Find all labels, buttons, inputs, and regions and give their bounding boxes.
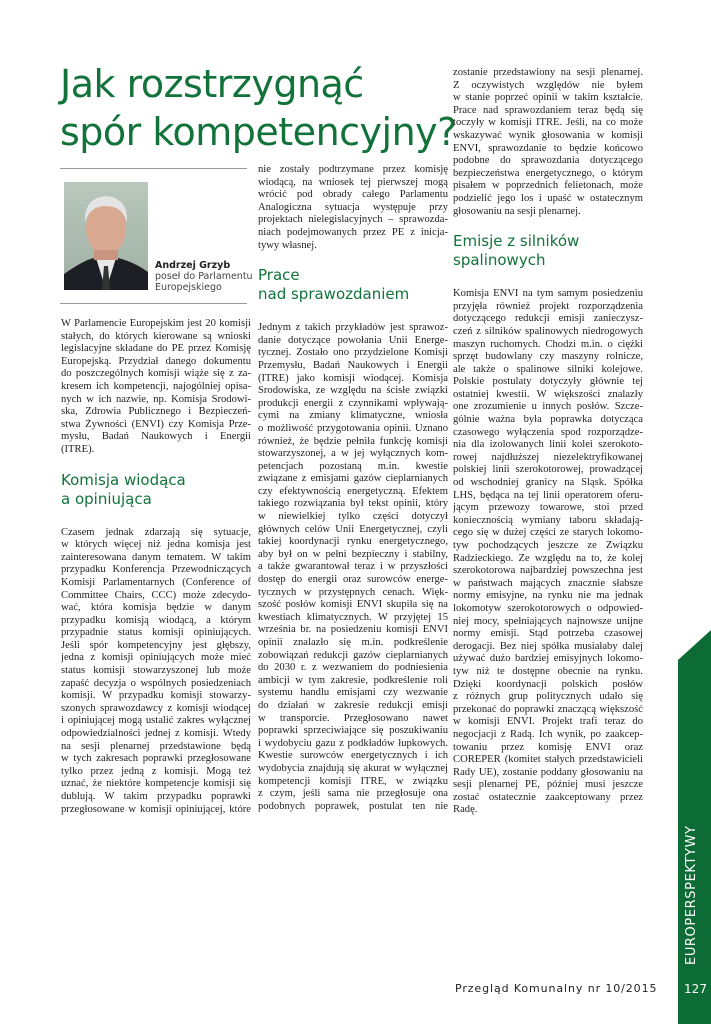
paragraph [61, 318, 251, 457]
text-line: towaniu przez komisję ENVI oraz [453, 741, 643, 753]
text-line: opinii znalazło się m.in. podkreślenie [258, 637, 448, 648]
text-line: produkcji energii z czynnikami wpływają- [258, 397, 448, 409]
divider [60, 303, 247, 304]
text-line: w transporcie. Przegłosowano nawet [258, 712, 448, 724]
text-line: na sesji plenarnej przedstawione będą [61, 740, 251, 752]
text-line: Committee Chairs, CCC) może zdecydo- [61, 589, 251, 601]
text-line: dublują. W takim przypadku poprawki [61, 791, 251, 802]
text-line: petencjach pozostaną m.in. kwestie [258, 460, 448, 472]
text-line: dostęp do energii oraz surowców energe- [258, 574, 448, 586]
section-tab-label: EUROPERSPEKTYWY [684, 825, 699, 965]
text-line: podobne do sprawozdania dotyczącego [453, 155, 643, 167]
text-line: mysłu, Badań Naukowych i Energii [61, 431, 251, 443]
text-line: tycznych w przystępnych cenach. Więk- [258, 586, 448, 598]
text-line: COREPER (komitet stałych przedstawicieli [453, 754, 643, 766]
text-line: w niewielkiej tylko części dotyczył [258, 511, 448, 523]
text-line: zostać ostatecznie zaakceptowany przez [453, 791, 643, 803]
text-line: bezpieczeństwa energetycznego, o którym [453, 167, 643, 179]
heading-line: a opiniująca [61, 489, 152, 508]
text-line: wydobycia znajdują się akurat w wyłącznej [258, 762, 448, 774]
text-line: legislacyjne składane do PE przez Komisję [61, 343, 251, 355]
text-line: Komisji Parlamentarnych (Conference of [61, 576, 251, 588]
text-line: lokomotyw szerokotorowych o odpowied- [453, 602, 643, 614]
text-line: uznać, że niektóre kompetencje komisji się [61, 778, 251, 790]
text-line: (ITRE) jako komisji wiodącej. Komisja [258, 372, 448, 384]
article-column-3 [453, 67, 643, 817]
text-line: Prace nad sprawozdaniem teraz będą się [453, 104, 643, 116]
text-line: wać, która komisja będzie w danym [61, 602, 251, 614]
text-line: używać dużo bardziej emisyjnych lokomo- [453, 653, 643, 665]
text-line: Dzięki koordynacji polskich posłów [453, 678, 643, 690]
text-line: zapaść decyzja o wspólnych posiedzeniach [61, 677, 251, 689]
author-name: Andrzej Grzyb [155, 260, 231, 271]
author-photo [64, 182, 148, 290]
text-line: sprzęt budowlany czy maszyny rolnicze, [453, 351, 643, 363]
paragraph [453, 288, 643, 817]
text-line: zobowiązań redukcji gazów cieplarnianych [258, 649, 448, 661]
text-line: w których więcej niż jedna komisja jest [61, 539, 251, 551]
heading-line: nad sprawozdaniem [258, 285, 410, 304]
text-line: Polskie postulaty dotyczyły głównie tej [453, 376, 643, 388]
article-column-2 [258, 164, 448, 813]
text-line: tyw niż te dostępne obecnie na rynku. [453, 665, 643, 677]
page-number: 127 [684, 982, 707, 996]
text-line: podobnych poprawek, postulat ten nie [258, 800, 448, 812]
article-column-1 [61, 318, 251, 816]
text-line: podzielić jego los i upaść w ostatecznym [453, 192, 643, 204]
text-line: Czasem jednak zdarzają się sytuacje, [61, 526, 251, 538]
text-line: Przemysłu, Badań Naukowych i Energii [258, 359, 448, 371]
text-line: stałych, do których kierowane są wnioski [61, 330, 251, 342]
text-line: od wschodniej granicy na Śląsk. Spółka [453, 477, 643, 489]
text-line: nych w ich nazwie, np. Komisja Środowi- [61, 393, 251, 405]
text-line: Kwestie surowców energetycznych i ich [258, 750, 448, 762]
text-line: o możliwość przygotowania opinii. Uznano [258, 422, 448, 434]
text-line: przekonać do poprawki znaczącą większość [453, 703, 643, 715]
text-line: szość posłów komisji ENVI skupiła się na [258, 599, 448, 611]
text-line: tyw pochodzących jeszcze ze Związku [453, 540, 643, 551]
heading-line: Prace [258, 266, 300, 285]
text-line: takiego rozwiązania był tekst opinii, który [258, 498, 448, 510]
text-line: nia dla izolowanych linii kolei szerokoto- [453, 439, 643, 451]
heading-line: Emisje z silników [453, 232, 580, 251]
text-line: toczyły w komisji ITRE. Jeśli, na co może [453, 117, 643, 129]
text-line: ale także o spalinowe silniki kolejowe. [453, 363, 643, 375]
heading-line: spalinowych [453, 251, 546, 270]
text-line: a także gwarantował teraz i w przyszłości [258, 561, 448, 573]
text-line: ENVI, sprawozdanie to będzie końcowo [453, 142, 643, 154]
text-line: koniecznością wymiany taboru składają- [453, 514, 643, 526]
text-line: poprawki sprzeciwiające się poszukiwaniu [258, 725, 448, 737]
text-line: głosowaniu na sesji plenarnej. [453, 205, 581, 217]
text-line: takiej koordynacji rynku energetycznego, [258, 536, 448, 548]
text-line: czy efektywnością energetyczną. Efektem [258, 485, 448, 497]
text-line: szerokotorowa najbardziej powszechna jest [453, 565, 643, 577]
text-line: projektach nielegislacyjnych – sprawozda- [258, 214, 448, 226]
text-line: Komisja ENVI na tym samym posiedzeniu [453, 288, 643, 300]
text-line: tycznej. Zostało ono przydzielone Komisji [258, 347, 448, 359]
text-line: status komisji stowarzyszonej lub może [61, 665, 251, 677]
text-line: w tych zakresach poprawki przegłosowane [61, 753, 251, 765]
text-line: również, że będzie pełniła funkcję komisji [258, 435, 448, 447]
text-line: ostatniej kwestii. W większości znalazły [453, 388, 643, 400]
text-line: maszyn ruchomych. Chodzi m.in. o ciężki [453, 338, 643, 350]
author-role: Europejskiego [155, 282, 222, 293]
author-info [155, 260, 253, 293]
text-line: Jednym z takich przykładów jest sprawoz- [258, 322, 448, 334]
text-line: aby był on w pełni bezpieczny i stabilny, [258, 548, 448, 560]
text-line: szonych sprawozdawcy z komisji wiodącej [61, 702, 251, 714]
text-line: i opiniującej mogą ustalić zakres wyłącznej [61, 715, 251, 727]
section-heading [453, 232, 643, 270]
text-line: LHS, będąca na tej linii operatorem oferu- [453, 489, 643, 501]
text-line: jedna z komisji opiniujących może mieć [61, 652, 251, 664]
text-line: przyjęła również projekt rozporządzenia [453, 300, 643, 312]
text-line: września br. na posiedzeniu komisji ENVI [258, 624, 448, 636]
text-line: wrócić pod obrady całego Parlamentu [258, 189, 448, 201]
text-line: czasowego wyłączenia spod rozporządze- [453, 426, 643, 438]
text-line: systemu handlu emisjami czy wezwanie [258, 687, 448, 699]
text-line: komisji. W przypadku komisji stowarzy- [61, 690, 251, 702]
text-line: tywy własnej. [258, 239, 317, 251]
text-line: do 2030 r. z wezwaniem do podniesienia [258, 662, 448, 674]
text-line: związane z emisjami gazów cieplarnianych [258, 473, 448, 485]
text-line: tylko przez jedną z komisji. Mogą też [61, 765, 251, 777]
text-line: ambicji w tym zakresie, podkreślenie roli [258, 674, 448, 686]
text-line: cego się w dużej części ze starych lokomo- [453, 527, 643, 539]
text-line: ska, Zdrowia Publicznego i Bezpieczeń- [61, 406, 251, 418]
text-line: kwestiach klimatycznych. W przyjętej 15 [258, 611, 448, 623]
text-line: odpowiedzialności jednej z komisji. Wtedy [61, 728, 251, 740]
text-line: Radzieckiego. Ze względu na to, że kolej [453, 552, 643, 564]
text-line: Analogiczna sytuacja występuje przy [258, 201, 448, 213]
text-line: stwa Żywności (ENVI) czy Komisja Prze- [61, 418, 251, 430]
text-line: pisałem w poprzednich felietonach, może [453, 180, 643, 192]
text-line: sesji plenarnej PE, później musi jeszcze [453, 779, 643, 791]
paragraph [61, 527, 251, 817]
article-title [60, 60, 460, 156]
title-line: spór kompetencyjny? [60, 110, 457, 154]
text-line: zostanie przedstawiony na sesji plenarnej. [453, 67, 643, 78]
text-line: negocjacji z Radą. Ich wynik, po zaakcep- [453, 728, 643, 740]
paragraph [258, 322, 448, 813]
section-heading [258, 266, 448, 304]
text-line: przegłosowane w komisji opiniującej, które [61, 803, 251, 815]
text-line: W Parlamencie Europejskim jest 20 komisji [61, 318, 251, 329]
text-line: wiodącą, na wniosek tej pierwszej mogą [258, 176, 448, 188]
text-line: Radę. [453, 804, 478, 816]
author-role: poseł do Parlamentu [155, 271, 253, 282]
text-line: w komisji ENVI. Projekt trafi teraz do [453, 716, 643, 728]
text-line: przypadku komisją wiodącą, a którym [61, 614, 251, 626]
text-line: z czym, jeśli sama nie przegłosuje ona [258, 788, 448, 800]
text-line: one zrozumienie u innych posłów. Szcze- [453, 401, 643, 413]
text-line: i wydobyciu gazu z podkładów łupkowych. [258, 737, 448, 749]
text-line: jącym przewozy towarowe, stoi przed [453, 502, 643, 514]
text-line: dotyczącego redukcji emisji zanieczysz- [453, 313, 643, 325]
text-line: do działań w zakresie redukcji emisji [258, 699, 448, 711]
text-line: czeń z silników spalinowych niedrogowych [453, 325, 643, 337]
text-line: danie dotyczące powołania Unii Energe- [258, 334, 448, 346]
text-line: rowej najdłuższej niezelektryfikowanej [453, 451, 643, 463]
text-line: nie zostały podtrzymane przez komisję [258, 164, 448, 175]
title-line: Jak rozstrzygnąć [60, 62, 364, 106]
heading-line: Komisja wiodąca [61, 470, 186, 489]
text-line: (ITRE). [61, 443, 95, 455]
text-line: Jeśli spór kompetencyjny jest głębszy, [61, 639, 251, 651]
text-line: niej mocy, spełniających najnowsze unijne [453, 615, 643, 627]
text-line: gólnie ważna była poprawka dotycząca [453, 414, 643, 426]
text-line: wskazywać wynik głosowania w komisji [453, 129, 643, 141]
text-line: normy emisji. Stąd potrzeba czasowej [453, 628, 643, 640]
text-line: głównych celów Unii Energetycznej, czyli [258, 523, 448, 535]
text-line: Z oczywistych względów nie byłem [453, 79, 643, 91]
text-line: zainteresowana danym tematem. W takim [61, 551, 251, 563]
text-line: w państwach mających znacznie słabsze [453, 577, 643, 589]
paragraph [453, 67, 643, 218]
text-line: normy emisyjne, na rynku nie ma jednak [453, 590, 643, 602]
text-line: do poszczególnych komisji wiąże się z za- [61, 368, 251, 380]
text-line: derogacji. Bez niej spółka musiałaby dalej [453, 640, 643, 652]
text-line: polskiej linii szerokotorowej, prowadzącej [453, 464, 643, 476]
text-line: niach podejmowanych przez PE z inicja- [258, 226, 448, 238]
text-line: Środowiska, ze względu na ścisłe związki [258, 385, 448, 397]
text-line: stowarzyszonej, a w jej wyłącznych kom- [258, 448, 448, 460]
footer-publication: Przegląd Komunalny nr 10/2015 [455, 982, 658, 995]
text-line: kompetencji komisji ITRE, w związku [258, 775, 448, 787]
text-line: Rady UE), zostanie poddany głosowaniu na [453, 766, 643, 778]
text-line: przypadku Konferencja Przewodniczących [61, 564, 251, 576]
divider [60, 168, 247, 169]
section-heading [61, 471, 251, 509]
text-line: przypadnie status komisji opiniujących. [61, 627, 251, 639]
text-line: cymi na zmiany klimatyczne, wniosła [258, 410, 448, 422]
text-line: Europejską. Przydział danego dokumentu [61, 355, 251, 367]
text-line: z różnych grup politycznych udało się [453, 691, 643, 703]
paragraph [258, 164, 448, 252]
text-line: kresem ich kompetencji, najogólniej opisa- [61, 380, 251, 392]
text-line: w stanie poprzeć opinii w takim kształcie. [453, 92, 643, 104]
